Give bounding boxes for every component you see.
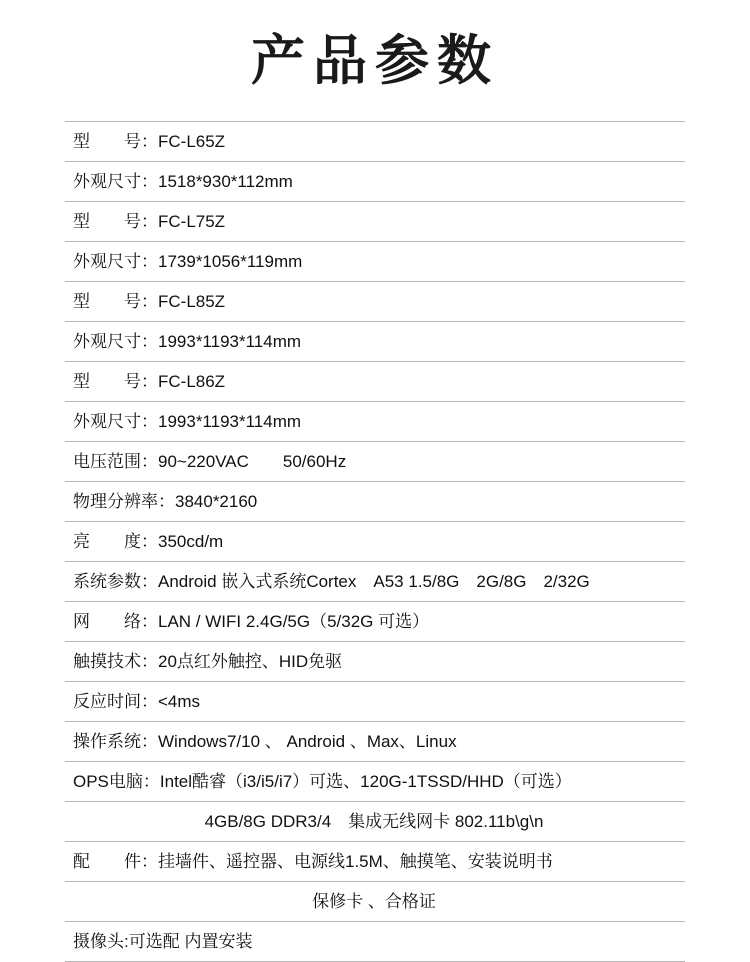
table-row	[65, 202, 685, 242]
spec-row-model-85: 型 号：FC-L85Z	[73, 292, 226, 311]
spec-row-voltage: 电压范围：90~220VAC 50/60Hz	[73, 452, 347, 471]
table-row	[65, 282, 685, 322]
spec-row-camera: 摄像头:可选配 内置安装	[73, 932, 253, 951]
table-row	[65, 402, 685, 442]
spec-row-system-params: 系统参数：Android 嵌入式系统Cortex A53 1.5/8G 2G/8G 2/32G	[73, 572, 590, 591]
spec-row-dimension-86: 外观尺寸：1993*1193*114mm	[73, 412, 302, 431]
spec-row-model-75: 型 号：FC-L75Z	[73, 212, 226, 231]
table-row	[65, 362, 685, 402]
spec-row-brightness: 亮 度：350cd/m	[73, 532, 224, 551]
table-row	[65, 682, 685, 722]
page-title: 产品参数	[251, 29, 499, 92]
spec-row-dimension-85: 外观尺寸：1993*1193*114mm	[73, 332, 302, 351]
spec-table-body	[65, 122, 685, 962]
table-row	[65, 722, 685, 762]
table-row	[65, 522, 685, 562]
table-row	[65, 322, 685, 362]
table-row	[65, 642, 685, 682]
table-row	[65, 442, 685, 482]
spec-row-resolution: 物理分辨率：3840*2160	[73, 492, 258, 511]
spec-row-ops-memory: 4GB/8G DDR3/4 集成无线网卡 802.11b\g\n	[204, 812, 544, 831]
table-row	[65, 802, 685, 842]
spec-row-response-time: 反应时间：<4ms	[73, 692, 201, 711]
table-row	[65, 482, 685, 522]
table-row	[65, 562, 685, 602]
table-row	[65, 842, 685, 882]
spec-row-ops-pc: OPS电脑：Intel酷睿（i3/i5/i7）可选、120G-1TSSD/HHD（可选）	[73, 772, 572, 791]
spec-table	[65, 121, 685, 962]
spec-row-touch-tech: 触摸技术：20点红外触控、HID免驱	[73, 652, 343, 671]
table-row	[65, 122, 685, 162]
spec-row-os: 操作系统：Windows7/10 、 Android 、Max、Linux	[73, 732, 457, 751]
table-row	[65, 242, 685, 282]
spec-row-dimension-75: 外观尺寸：1739*1056*119mm	[73, 252, 303, 271]
spec-row-model-86: 型 号：FC-L86Z	[73, 372, 226, 391]
table-row	[65, 882, 685, 922]
table-row	[65, 762, 685, 802]
spec-row-accessories: 配 件：挂墙件、遥控器、电源线1.5M、触摸笔、安装说明书	[73, 852, 553, 871]
spec-row-model-65: 型 号：FC-L65Z	[73, 132, 226, 151]
table-row	[65, 922, 685, 962]
spec-row-dimension-65: 外观尺寸：1518*930*112mm	[73, 172, 293, 191]
table-row	[65, 162, 685, 202]
spec-row-network: 网 络：LAN / WIFI 2.4G/5G（5/32G 可选）	[73, 612, 430, 631]
spec-row-warranty-card: 保修卡 、合格证	[312, 892, 436, 911]
table-row	[65, 602, 685, 642]
